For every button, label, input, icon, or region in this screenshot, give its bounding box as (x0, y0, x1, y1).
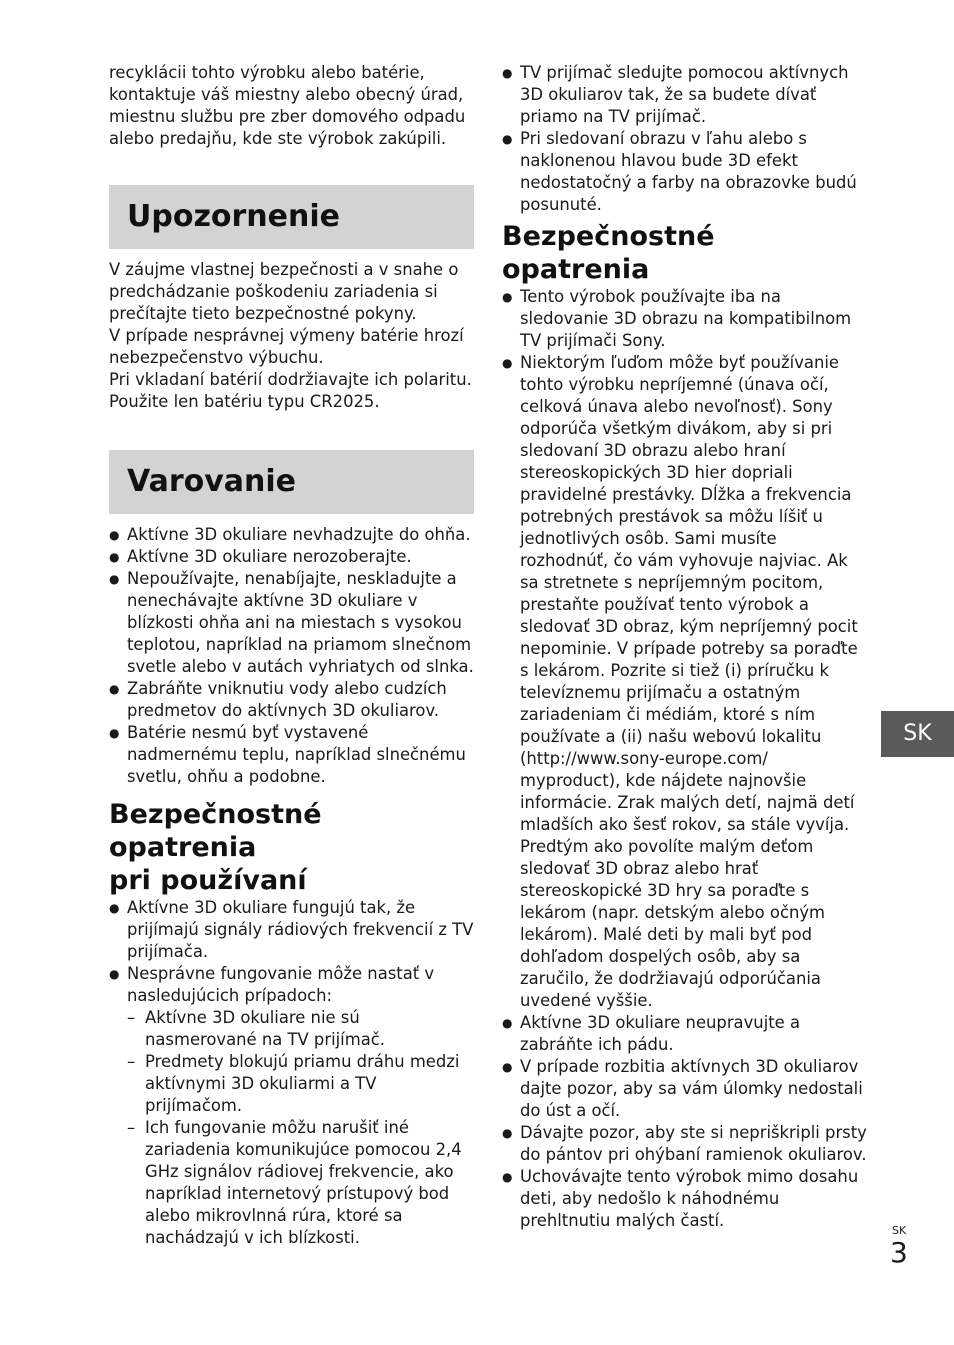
pouzivani-heading (109, 798, 474, 897)
intro-paragraph: recyklácii tohto výrobku alebo batérie, kontaktuje váš miestny alebo obecný úrad, miestnu službu pre zber domového odpadu alebo predajňu, kde ste výrobok zakúpili. (109, 63, 466, 148)
opatrenia-heading: Bezpečnostné opatrenia (502, 221, 715, 285)
right-column (502, 62, 867, 1232)
upozornenie-heading: Upozornenie (127, 199, 341, 234)
list-item: ● Aktívne 3D okuliare neupravujte a zabráňte ich pádu. (502, 1012, 867, 1056)
pouzivani-list (109, 897, 474, 1249)
upozornenie-text-3: Pri vkladaní batérií dodržiavajte ich polaritu. Použite len batériu typu CR2025. (109, 370, 472, 411)
list-item-text: Nesprávne fungovanie môže nastať v nasledujúcich prípadoch: (127, 964, 435, 1005)
pouzivani-sublist (127, 1007, 474, 1249)
list-item: ● Nepoužívajte, nenabíjajte, neskladujte a nenechávajte aktívne 3D okuliare v blízkosti ohňa ani na miestach s vysokou teplotou, napríklad na priamom slnečnom svetle alebo v autách vyhriatych od slnka. (109, 568, 474, 678)
varovanie-list (109, 524, 474, 788)
left-column (109, 62, 474, 1249)
continued-list (502, 62, 867, 216)
upozornenie-heading-box (109, 185, 474, 249)
page-language-label: SK (892, 1224, 907, 1237)
list-item: ● Tento výrobok používajte iba na sledovanie 3D obrazu na kompatibilnom TV prijímači Sony. (502, 286, 867, 352)
page-number: 3 (890, 1236, 908, 1269)
list-item (109, 963, 474, 1249)
varovanie-heading: Varovanie (127, 464, 297, 499)
upozornenie-text-2: V prípade nesprávnej výmeny batérie hrozí nebezpečenstvo výbuchu. (109, 326, 464, 367)
pouzivani-heading-line-2: pri používaní (109, 865, 307, 896)
list-item: ● V prípade rozbitia aktívnych 3D okuliarov dajte pozor, aby sa vám úlomky nedostali do úst a očí. (502, 1056, 867, 1122)
list-item: ● Niektorým ľuďom môže byť používanie tohto výrobku nepríjemné (únava očí, celková únava alebo nevoľnosť). Sony odporúča všetkým divákom, aby si pri sledovaní 3D obrazu alebo hraní stereoskopických 3D hier dopriali pravidelné prestávky. Dĺžka a frekvencia potrebných prestávok sa môžu líšiť u jednotlivých osôb. Sami musíte rozhodnúť, čo vám vyhovuje najviac. Ak sa stretnete s nepríjemným pocitom, prestaňte používať tento výrobok a sledovať 3D obraz, kým nepríjemný pocit nepominie. V prípade potreby sa poraďte s lekárom. Pozrite si tiež (i) príručku k televíznemu prijímaču a ostatným zariadeniam či médiám, ktoré s ním používate a (ii) našu webovú lokalitu (http://www.sony-europe.com/ myproduct), kde nájdete najnovšie informácie. Zrak malých detí, najmä detí mladších ako šesť rokov, sa stále vyvíja. Predtým ako povolíte malým deťom sledovať 3D obraz alebo hrať stereoskopické 3D hry sa poraďte s lekárom (napr. detským alebo očným lekárom). Malé deti by mali byť pod dohľadom dospelých osôb, aby sa zaručilo, že dodržiavajú odporúčania uvedené vyššie. (502, 352, 867, 1012)
list-item: ● Batérie nesmú byť vystavené nadmernému teplu, napríklad slnečnému svetlu, ohňu a podobne. (109, 722, 474, 788)
list-item: ● Zabráňte vniknutiu vody alebo cudzích predmetov do aktívnych 3D okuliarov. (109, 678, 474, 722)
list-item: ● Dávajte pozor, aby ste si nepriškripli prsty do pántov pri ohýbaní ramienok okuliarov. (502, 1122, 867, 1166)
list-item: ● TV prijímač sledujte pomocou aktívnych 3D okuliarov tak, že sa budete dívať priamo na TV prijímač. (502, 62, 867, 128)
upozornenie-text-1: V záujme vlastnej bezpečnosti a v snahe o predchádzanie poškodeniu zariadenia si prečítajte tieto bezpečnostné pokyny. (109, 260, 459, 323)
list-item: ● Aktívne 3D okuliare fungujú tak, že prijímajú signály rádiových frekvencií z TV prijímača. (109, 897, 474, 963)
list-item: ● Aktívne 3D okuliare nerozoberajte. (109, 546, 474, 568)
list-item: ● Aktívne 3D okuliare nevhadzujte do ohňa. (109, 524, 474, 546)
language-tab: SK (881, 711, 954, 757)
sublist-item: – Aktívne 3D okuliare nie sú nasmerované na TV prijímač. (127, 1007, 474, 1051)
upozornenie-body (109, 259, 474, 413)
list-item: ● Pri sledovaní obrazu v ľahu alebo s naklonenou hlavou bude 3D efekt nedostatočný a farby na obrazovke budú posunuté. (502, 128, 867, 216)
opatrenia-list (502, 286, 867, 1232)
varovanie-heading-box (109, 450, 474, 514)
list-item: ● Uchovávajte tento výrobok mimo dosahu deti, aby nedošlo k náhodnému prehltnutiu malých častí. (502, 1166, 867, 1232)
sublist-item: – Ich fungovanie môžu narušiť iné zariadenia komunikujúce pomocou 2,4 GHz signálov rádiovej frekvencie, ako napríklad internetový prístupový bod alebo mikrovlnná rúra, ktoré sa nachádzajú v ich blízkosti. (127, 1117, 474, 1249)
sublist-item: – Predmety blokujú priamu dráhu medzi aktívnymi 3D okuliarmi a TV prijímačom. (127, 1051, 474, 1117)
pouzivani-heading-line-1: Bezpečnostné opatrenia (109, 799, 322, 863)
